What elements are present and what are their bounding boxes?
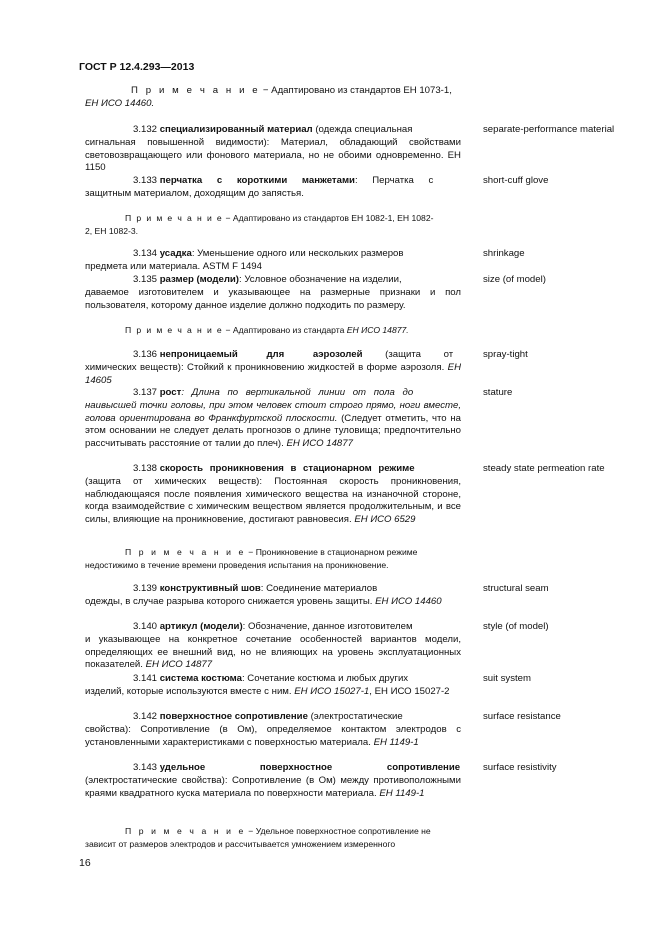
term-3-137-def: наивысшей точки головы, при этом человек стоит строго прямо, ноги вместе, голова ориентирована во Франкфуртской плоскости. (Следует отметить, что на этом основании не следует делать прогнозов о длине туловища; предпочтительно рассчитывать расстояние от талии до плеч). ЕН ИСО 14877 xyxy=(85,400,461,449)
term-3-142-en: surface resistance xyxy=(483,711,561,722)
term-3-142-head: 3.142 поверхностное сопротивление (электростатические xyxy=(133,711,403,722)
term-3-143-en: surface resistivity xyxy=(483,762,557,773)
note-label: П р и м е ч а н и е xyxy=(131,85,261,96)
term-3-143-head: 3.143 удельное поверхностное сопротивление xyxy=(133,762,461,773)
note-3: П р и м е ч а н и е − Адаптировано из стандарта ЕН ИСО 14877. xyxy=(125,325,409,335)
term-3-136-head: 3.136 непроницаемый для аэрозолей (защита от xyxy=(133,349,454,360)
note-5: П р и м е ч а н и е − Удельное поверхностное сопротивление не xyxy=(125,826,431,836)
term-3-133-head: 3.133 перчатка с короткими манжетами: Перчатка с xyxy=(133,175,434,186)
term-3-135-head: 3.135 размер (модели): Условное обозначение на изделии, xyxy=(133,274,402,285)
note-4: П р и м е ч а н и е − Проникновение в стационарном режиме xyxy=(125,547,418,557)
term-3-139-head: 3.139 конструктивный шов: Соединение материалов xyxy=(133,583,378,594)
term-3-138-head: 3.138 скорость проникновения в стационарном режиме xyxy=(133,463,415,474)
page-number: 16 xyxy=(79,857,91,869)
term-3-138-def: (защита от химических веществ): Постоянная скорость проникновения, наблюдающаяся после появления химического вещества на изнаночной стороне, когда взаимодействие с химическим веществом является продолжительным, и все силы, влияющие на проникновение, достигают равновесия. ЕН ИСО 6529 xyxy=(85,476,461,525)
note-1-ref: ЕН ИСО 14460. xyxy=(85,98,155,109)
term-3-143-def: (электростатические свойства): Сопротивление (в Ом) между противоположными краями квадратного куска материала по поверхности материала. ЕН 1149-1 xyxy=(85,775,461,799)
term-3-139-def: одежды, в случае разрыва которого снижается уровень защиты. ЕН ИСО 14460 xyxy=(85,596,442,607)
note-2-cont: 2, ЕН 1082-3. xyxy=(85,226,139,236)
term-3-132-head xyxy=(133,124,412,137)
term-3-141-def: изделий, которые используются вместе с ним. ЕН ИСО 15027-1, ЕН ИСО 15027-2 xyxy=(85,686,450,697)
term-3-134-en: shrinkage xyxy=(483,248,525,259)
term-3-136-en: spray-tight xyxy=(483,349,528,360)
term-def-start: (одежда специальная xyxy=(312,124,413,135)
term-3-140-head: 3.140 артикул (модели): Обозначение, данное изготовителем xyxy=(133,621,413,632)
term-3-141-en: suit system xyxy=(483,673,531,684)
term-3-138-en: steady state permeation rate xyxy=(483,463,605,474)
term-3-140-def: и указывающее на конкретное сочетание особенностей вариантов модели, определяющих ее внешний вид, но не влияющих на уровень эксплуатационных показателей. ЕН ИСО 14877 xyxy=(85,634,461,671)
term-3-140-en: style (of model) xyxy=(483,621,549,632)
term-title: специализированный материал xyxy=(159,124,313,135)
note-4-cont: недостижимо в течение времени проведения испытания на проникновение. xyxy=(85,560,389,570)
term-3-134-def: предмета или материала. ASTM F 1494 xyxy=(85,261,262,272)
term-3-136-def: химических веществ): Стойкий к проникновению жидкостей в форме аэрозоля. ЕН 14605 xyxy=(85,362,461,386)
term-3-133-en: short-cuff glove xyxy=(483,175,549,186)
term-3-141-head: 3.141 система костюма: Сочетание костюма и любых других xyxy=(133,673,409,684)
term-3-142-def: свойства): Сопротивление (в Ом), определяемое контактом электродов с установленными характеристиками с поверхностью материала. ЕН 1149-1 xyxy=(85,724,461,748)
term-3-132-def: сигнальная повышенной видимости): Материал, обладающий свойствами световозвращающего или фонового материала, но не обоими одновременно. ЕН 1150 xyxy=(85,137,461,174)
term-3-134-head: 3.134 усадка: Уменьшение одного или нескольких размеров xyxy=(133,248,404,259)
note-1-text: − Адаптировано из стандартов ЕН 1073-1, xyxy=(260,85,452,96)
term-3-139-en: structural seam xyxy=(483,583,549,594)
term-number: 3.132 xyxy=(133,124,158,135)
term-3-135-def: даваемое изготовителем и указывающее на размерные признаки и пол пользователя, которому данное изделие должно подходить по размеру. xyxy=(85,287,461,311)
term-3-135-en: size (of model) xyxy=(483,274,546,285)
note-2: П р и м е ч а н и е − Адаптировано из стандартов ЕН 1082-1, ЕН 1082- xyxy=(125,213,434,223)
note-5-cont: зависит от размеров электродов и рассчитывается умножением измеренного xyxy=(85,839,396,849)
term-3-132-en: separate-performance material xyxy=(483,124,615,135)
term-3-137-head: 3.137 рост: Длина по вертикальной линии от пола до xyxy=(133,387,414,398)
term-3-137-en: stature xyxy=(483,387,513,398)
standard-header: ГОСТ Р 12.4.293—2013 xyxy=(79,61,195,73)
term-3-133-def: защитным материалом, доходящим до запястья. xyxy=(85,188,304,199)
note-1 xyxy=(131,85,452,98)
